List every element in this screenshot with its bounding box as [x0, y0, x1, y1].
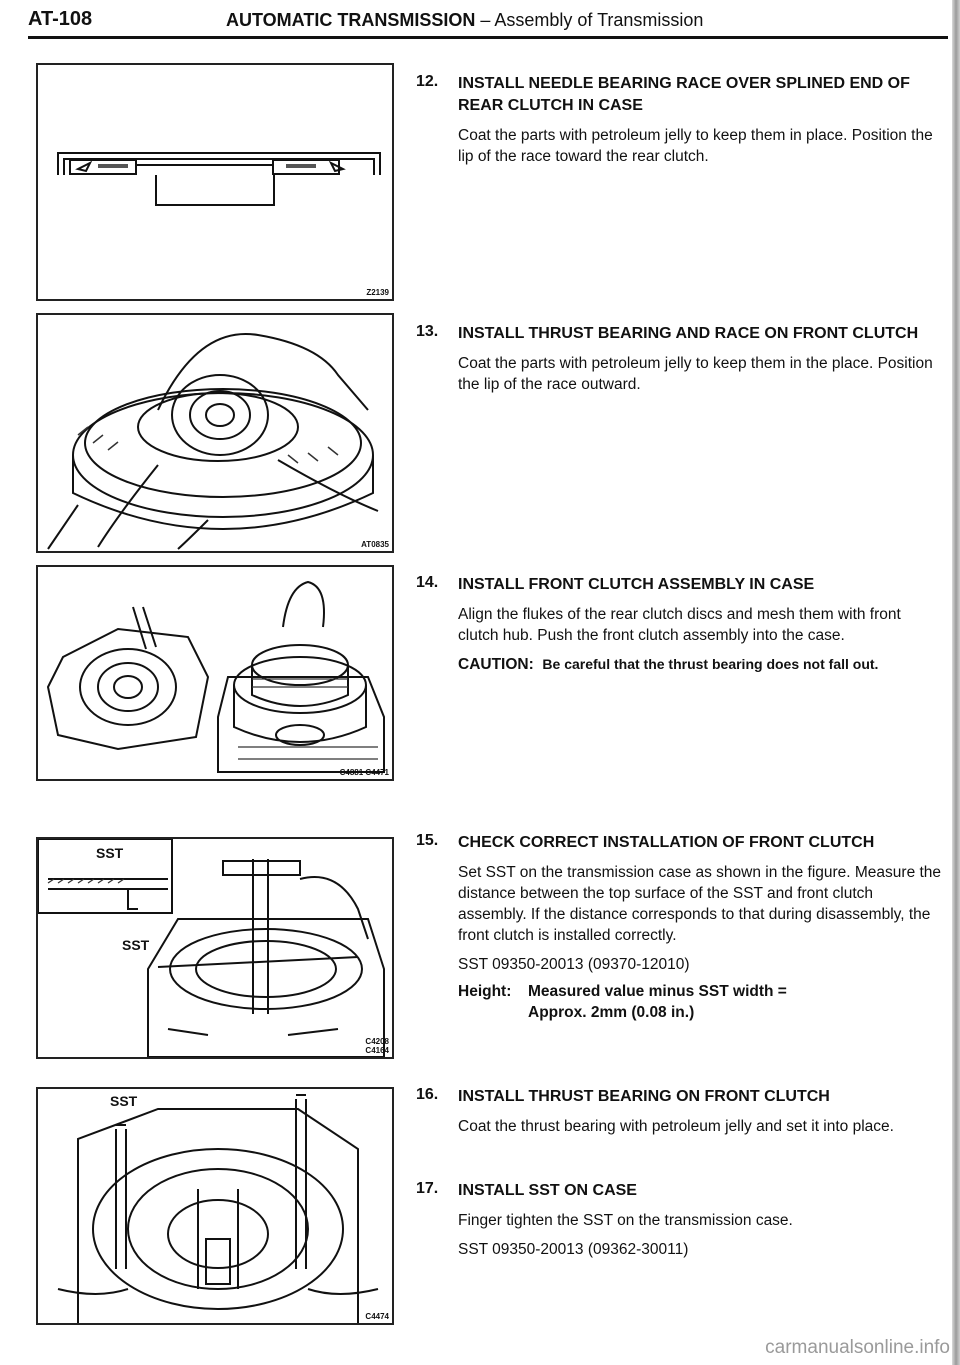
- figure-bearing-race: [36, 63, 394, 301]
- sst-measure-illustration: [38, 839, 392, 1057]
- figure-id: Z2139: [366, 288, 389, 297]
- step-number: 14.: [416, 574, 439, 591]
- figure-front-clutch-install: [36, 565, 394, 781]
- caution-label: CAUTION:: [458, 656, 534, 673]
- figure-id: C4474: [365, 1312, 389, 1321]
- sst-part-number: SST 09350-20013 (09370-12010): [458, 956, 690, 973]
- thrust-bearing-illustration: [38, 315, 392, 551]
- figure-sst-measure: [36, 837, 394, 1059]
- sst-part-number: SST 09350-20013 (09362-30011): [458, 1241, 689, 1258]
- figure-sst-on-case: [36, 1087, 394, 1325]
- height-spec: [458, 981, 942, 1023]
- step-heading: INSTALL NEEDLE BEARING RACE OVER SPLINED END OF REAR CLUTCH IN CASE: [458, 75, 910, 114]
- caution-note: [458, 654, 942, 675]
- figure-id: C4881 C4471: [339, 768, 389, 777]
- step-body: Set SST on the transmission case as shown in the figure. Measure the distance between the top surface of the SST and front clutch assembly. If the distance corresponds to that during disassembly, the front clutch is installed correctly.: [458, 864, 942, 944]
- front-clutch-illustration: [38, 567, 392, 779]
- subsection-title: – Assembly of Transmission: [480, 10, 704, 30]
- height-line-2: Approx. 2mm (0.08 in.): [528, 1004, 695, 1021]
- step-number: 13.: [416, 323, 439, 340]
- step-14: [418, 574, 942, 675]
- figure-id: AT0835: [361, 540, 389, 549]
- step-body: Finger tighten the SST on the transmission case.: [458, 1212, 793, 1229]
- step-body: Coat the parts with petroleum jelly to keep them in the place. Position the lip of the race outward.: [458, 355, 933, 393]
- page-title: [226, 10, 703, 31]
- step-15: [418, 832, 942, 1023]
- sst-label-main: SST: [122, 937, 150, 953]
- page-code: AT-108: [28, 8, 93, 30]
- height-line-1: Measured value minus SST width =: [528, 983, 787, 1000]
- step-body: Coat the thrust bearing with petroleum jelly and set it into place.: [458, 1118, 894, 1135]
- step-body: Coat the parts with petroleum jelly to keep them in place. Position the lip of the race toward the rear clutch.: [458, 127, 933, 165]
- header-rule: [28, 36, 948, 39]
- step-heading: INSTALL THRUST BEARING ON FRONT CLUTCH: [458, 1088, 830, 1105]
- sst-on-case-illustration: [38, 1089, 392, 1323]
- figure-thrust-bearing: [36, 313, 394, 553]
- step-heading: CHECK CORRECT INSTALLATION OF FRONT CLUTCH: [458, 834, 875, 851]
- page-header: [28, 6, 948, 36]
- step-heading: INSTALL SST ON CASE: [458, 1182, 637, 1199]
- step-number: 12.: [416, 73, 439, 90]
- sst-label: SST: [110, 1093, 138, 1109]
- footer-watermark: carmanualsonline.info: [765, 1337, 950, 1358]
- step-heading: INSTALL FRONT CLUTCH ASSEMBLY IN CASE: [458, 576, 815, 593]
- caution-text: Be careful that the thrust bearing does not fall out.: [542, 656, 879, 672]
- scan-edge: [952, 0, 960, 1365]
- bearing-race-diagram: [38, 65, 392, 299]
- step-12: [418, 73, 942, 167]
- sst-label-inset: SST: [96, 845, 124, 861]
- step-number: 15.: [416, 832, 439, 849]
- figure-id: C4208 C4164: [365, 1037, 389, 1055]
- step-16: [418, 1086, 942, 1137]
- step-13: [418, 323, 942, 395]
- step-number: 16.: [416, 1086, 439, 1103]
- step-body: Align the flukes of the rear clutch discs and mesh them with front clutch hub. Push the front clutch assembly into the case.: [458, 606, 901, 644]
- step-17: [418, 1180, 942, 1260]
- section-title: AUTOMATIC TRANSMISSION: [226, 10, 476, 30]
- height-label: Height:: [458, 983, 512, 1000]
- step-heading: INSTALL THRUST BEARING AND RACE ON FRONT CLUTCH: [458, 325, 919, 342]
- step-number: 17.: [416, 1180, 439, 1197]
